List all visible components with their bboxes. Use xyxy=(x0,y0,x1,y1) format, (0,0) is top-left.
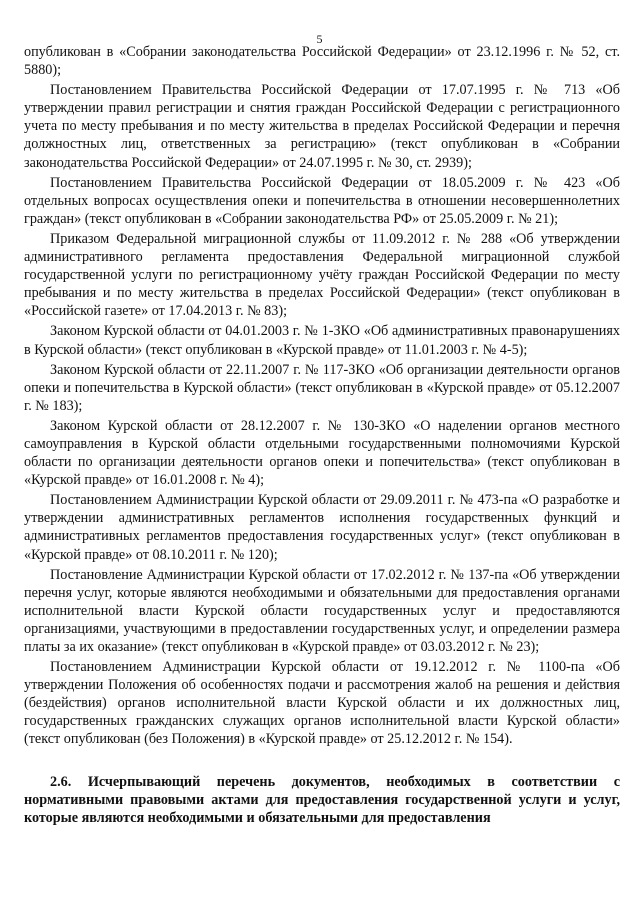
section-heading: 2.6. Исчерпывающий перечень документов, необходимых в соответствии с нормативными правовыми актами для предоставления государственной услуги и услуг, которые являются необходимыми и обязательными для предоставления xyxy=(24,773,620,826)
paragraph: Законом Курской области от 28.12.2007 г. № 130-ЗКО «О наделении органов местного самоуправления в Курской области отдельными государственными полномочиями Курской области по организации деятельности органов опеки и попечительства» (текст опубликован в «Курской правде» от 16.01.2008 г. № 4); xyxy=(24,417,620,489)
paragraph: опубликован в «Собрании законодательства Российской Федерации» от 23.12.1996 г. № 52, ст. 5880); xyxy=(24,44,620,79)
paragraph: Законом Курской области от 04.01.2003 г. № 1-ЗКО «Об административных правонарушениях в Курской области» (текст опубликован в «Курской правде» от 11.01.2003 г. № 4-5); xyxy=(24,323,620,358)
paragraph: Приказом Федеральной миграционной службы от 11.09.2012 г. № 288 «Об утверждении административного регламента предоставления Федеральной миграционной службой государственной услуги по регистрационному учёту граждан Российской Федерации по месту пребывания и по месту жительства в пределах Российской Федерации» (текст опубликован в «Российской газете» от 17.04.2013 г. № 83); xyxy=(24,230,620,320)
paragraph: Постановлением Администрации Курской области от 19.12.2012 г. № 1100-па «Об утверждении Положения об особенностях подачи и рассмотрения жалоб на решения и действия (бездействия) органов исполнительной власти Курской области и их должностных лиц, государственных гражданских служащих органов исполнительной власти Курской области» (текст опубликован (без Положения) в «Курской правде» от 25.12.2012 г. № 154). xyxy=(24,659,620,748)
page-number: 5 xyxy=(316,32,323,46)
document-body xyxy=(24,43,620,829)
paragraph: Законом Курской области от 22.11.2007 г. № 117-ЗКО «Об организации деятельности органов опеки и попечительства в Курской области» (текст опубликован в «Курской правде» от 05.12.2007 г. № 183); xyxy=(24,361,620,414)
paragraph: Постановлением Правительства Российской Федерации от 18.05.2009 г. № 423 «Об отдельных вопросах осуществления опеки и попечительства в отношении несовершеннолетних граждан» (текст опубликован в «Собрании законодательства РФ» от 25.05.2009 г. № 21); xyxy=(24,174,620,227)
paragraph: Постановление Администрации Курской области от 17.02.2012 г. № 137-па «Об утверждении перечня услуг, которые являются необходимыми и обязательными для предоставления органами исполнительной власти Курской области государственных услуг и предоставляются организациями, участвующими в предоставлении государственных услуг, и определении размера платы за их оказание» (текст опубликован в «Курской правде» от 03.03.2012 г. № 23); xyxy=(24,566,620,655)
paragraph: Постановлением Администрации Курской области от 29.09.2011 г. № 473-па «О разработке и утверждении административных регламентов исполнения государственных функций и административных регламентов предоставления государственных услуг» (текст опубликован в «Курской правде» от 08.10.2011 г. № 120); xyxy=(24,492,620,563)
paragraph: Постановлением Правительства Российской Федерации от 17.07.1995 г. № 713 «Об утверждении правил регистрации и снятия граждан Российской Федерации с регистрационного учета по месту пребывания и по месту жительства в пределах Российской Федерации и перечня должностных лиц, ответственных за регистрацию» (текст опубликован в «Собрании законодательства Российской Федерации» от 24.07.1995 г. № 30, ст. 2939); xyxy=(24,82,620,171)
